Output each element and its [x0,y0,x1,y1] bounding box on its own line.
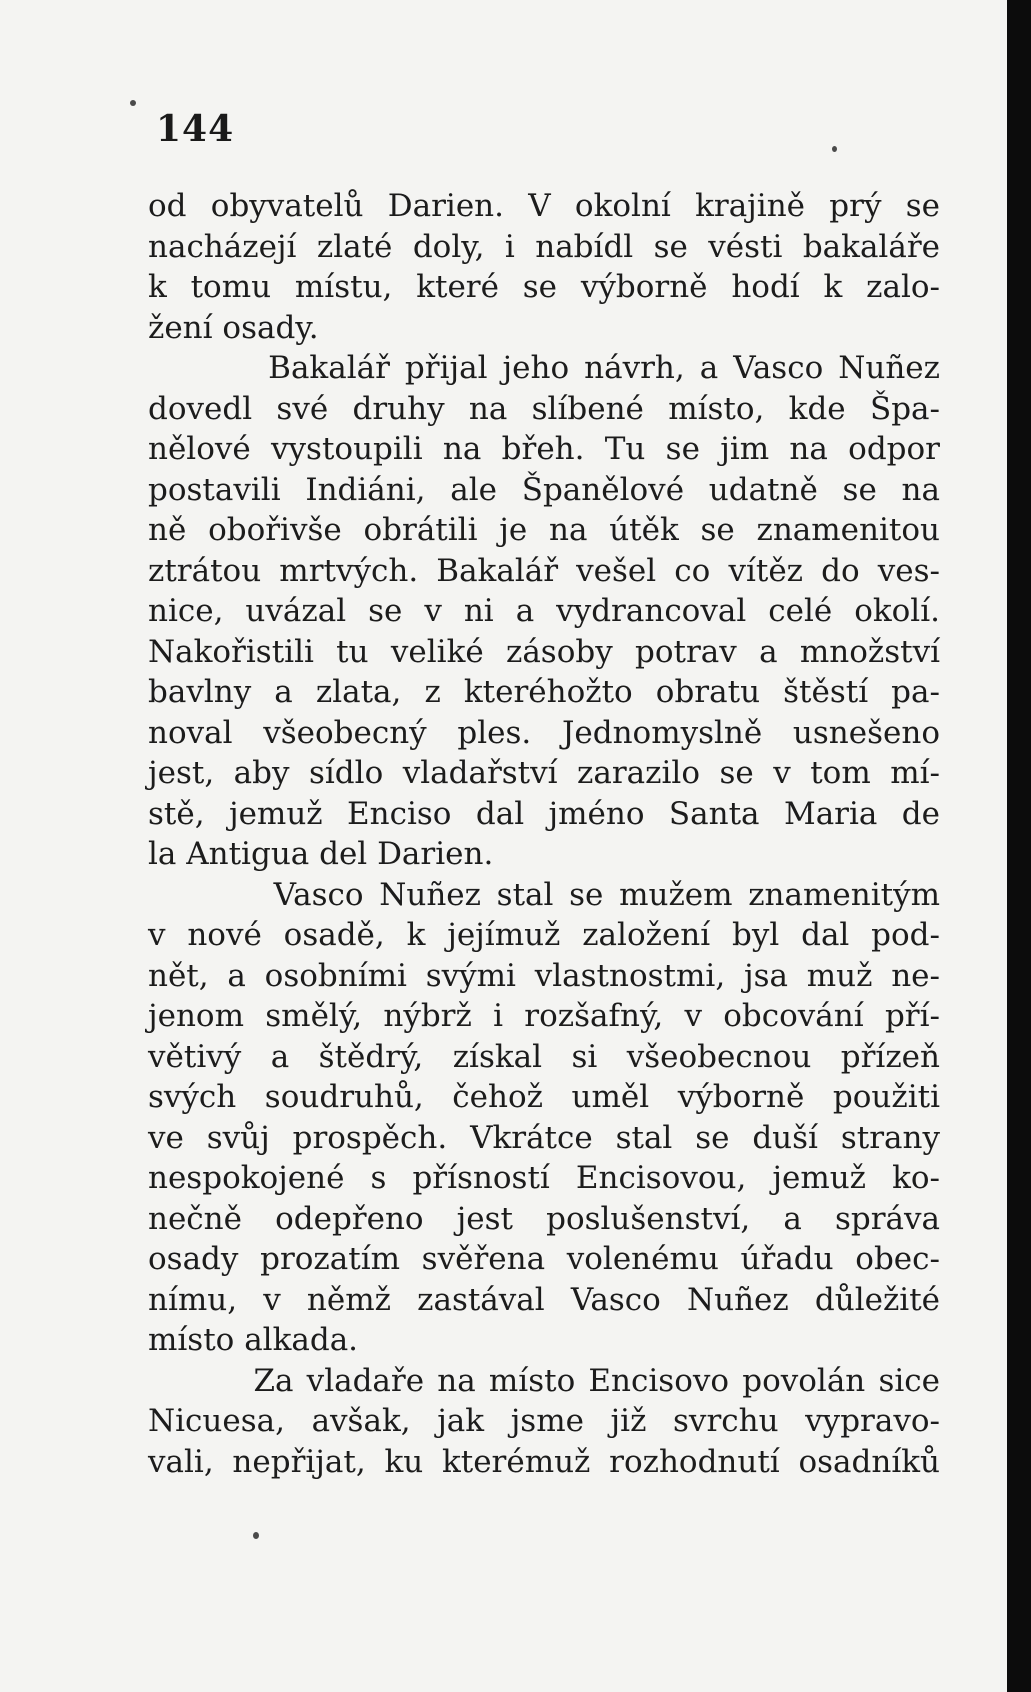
scan-speck [832,146,837,152]
text-line: ně obořivše obrátili je na útěk se znamenitou [148,512,940,548]
text-line: od obyvatelů Darien. V okolní krajině prý se [148,188,940,224]
scan-speck [130,100,136,106]
page-edge-shadow [1007,0,1031,1692]
text-line: v nové osadě, k jejímuž založení byl dal pod- [148,917,940,953]
text-line: ve svůj prospěch. Vkrátce stal se duší strany [148,1119,940,1156]
text-line: nět, a osobními svými vlastnostmi, jsa muž ne- [148,957,940,994]
text-line: nice, uvázal se v ni a vydrancoval celé okolí. [148,593,940,629]
text-line: Nicuesa, avšak, jak jsme již svrchu vypravo- [148,1403,940,1439]
text-line: ztrátou mrtvých. Bakalář vešel co vítěz do ves- [148,552,940,589]
text-line: dovedl své druhy na slíbené místo, kde Špa- [148,390,940,427]
body-text [148,186,940,1482]
text-line: Bakalář přijal jeho návrh, a Vasco Nuñez [148,350,940,386]
text-line: k tomu místu, které se výborně hodí k zalo- [148,269,940,305]
text-line: jest, aby sídlo vladařství zarazilo se v tom mí- [148,755,940,791]
text-line: nímu, v němž zastával Vasco Nuñez důležité [148,1281,940,1318]
text-line: svých soudruhů, čehož uměl výborně použiti [148,1079,940,1115]
text-line: žení osady. [148,309,319,346]
text-line: postavili Indiáni, ale Španělové udatně se na [148,471,940,508]
text-line: vali, nepřijat, ku kterémuž rozhodnutí osadníků [148,1443,940,1480]
text-line: nečně odepřeno jest poslušenství, a správa [148,1200,940,1237]
text-line: la Antigua del Darien. [148,836,494,872]
text-line: nělové vystoupili na břeh. Tu se jim na odpor [148,431,940,467]
text-line: místo alkada. [148,1322,359,1358]
text-line: nespokojené s přísností Encisovou, jemuž ko- [148,1160,940,1196]
text-line: Nakořistili tu veliké zásoby potrav a množství [148,633,940,670]
scan-speck [253,1532,259,1539]
text-line: noval všeobecný ples. Jednomyslně usnešeno [148,714,940,751]
text-line: Za vladaře na místo Encisovo povolán sice [148,1362,940,1399]
text-line: osady prozatím svěřena volenému úřadu obec- [148,1241,940,1277]
text-line: větivý a štědrý, získal si všeobecnou přízeň [148,1038,940,1075]
text-line: Vasco Nuñez stal se mužem znamenitým [148,876,940,913]
text-line: nacházejí zlaté doly, i nabídl se vésti bakaláře [148,228,940,265]
text-line: jenom smělý, nýbrž i rozšafný, v obcování pří- [148,998,940,1034]
text-line: stě, jemuž Enciso dal jméno Santa Maria de [148,795,940,832]
page-number: 144 [156,108,235,150]
text-line: bavlny a zlata, z kteréhožto obratu štěstí pa- [148,674,940,710]
